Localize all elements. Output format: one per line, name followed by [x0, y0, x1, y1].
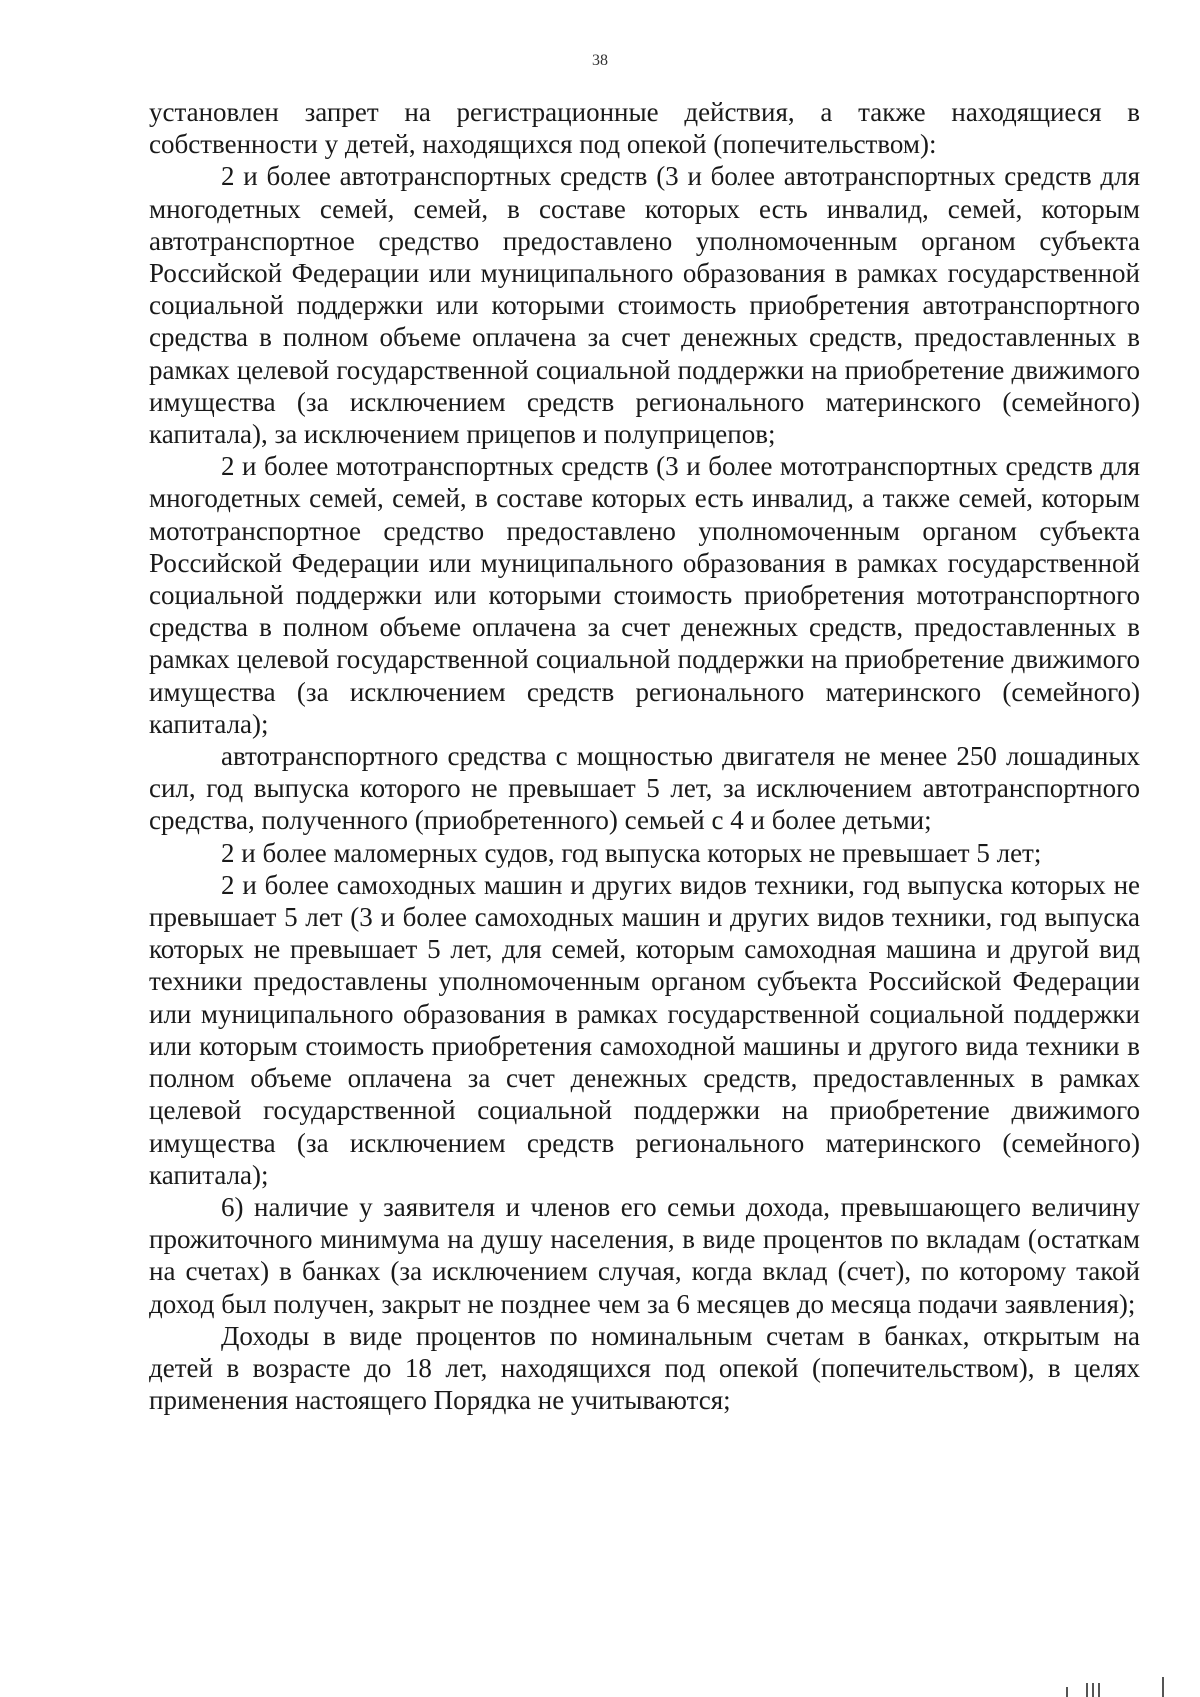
- paragraph: 6) наличие у заявителя и членов его семьи дохода, превышающего величину прожиточного минимума на душу населения, в виде процентов по вкладам (остаткам на счетах) в банках (за исключением случая, когда вклад (счет), по которому такой доход был получен, закрыт не позднее чем за 6 месяцев до месяца подачи заявления);: [149, 1191, 1140, 1319]
- paragraph: 2 и более маломерных судов, год выпуска которых не превышает 5 лет;: [221, 837, 1042, 868]
- paragraph: 2 и более автотранспортных средств (3 и более автотранспортных средств для многодетных семей, семей, в составе которых есть инвалид, семей, которым автотранспортное средство предоставлено уполномоченным органом субъекта Российской Федерации или муниципального образования в рамках государственной социальной поддержки или которыми стоимость приобретения автотранспортного средства в полном объеме оплачена за счет денежных средств, предоставленных в рамках целевой государственной социальной поддержки на приобретение движимого имущества (за исключением средств регионального материнского (семейного) капитала), за исключением прицепов и полуприцепов;: [149, 161, 1140, 450]
- document-body: [149, 96, 1140, 1416]
- page-number: 38: [592, 52, 608, 69]
- scan-artifact-marks: [1040, 1673, 1180, 1697]
- paragraph: 2 и более самоходных машин и других видов техники, год выпуска которых не превышает 5 лет (3 и более самоходных машин и других видов техники, год выпуска которых не превышает 5 лет, для семей, которым самоходная машина и другой вид техники предоставлены уполномоченным органом субъекта Российской Федерации или муниципального образования в рамках государственной социальной поддержки или которым стоимость приобретения самоходной машины и другого вида техники в полном объеме оплачена за счет денежных средств, предоставленных в рамках целевой государственной социальной поддержки на приобретение движимого имущества (за исключением средств регионального материнского (семейного) капитала);: [149, 869, 1140, 1190]
- paragraph: установлен запрет на регистрационные действия, а также находящиеся в собственности у детей, находящихся под опекой (попечительством):: [149, 97, 1140, 160]
- paragraph: Доходы в виде процентов по номинальным счетам в банках, открытым на детей в возрасте до 18 лет, находящихся под опекой (попечительством), в целях применения настоящего Порядка не учитываются;: [149, 1320, 1140, 1416]
- paragraph: 2 и более мототранспортных средств (3 и более мототранспортных средств для многодетных семей, семей, в составе которых есть инвалид, а также семей, которым мототранспортное средство предоставлено уполномоченным органом субъекта Российской Федерации или муниципального образования в рамках государственной социальной поддержки или которыми стоимость приобретения мототранспортного средства в полном объеме оплачена за счет денежных средств, предоставленных в рамках целевой государственной социальной поддержки на приобретение движимого имущества (за исключением средств регионального материнского (семейного) капитала);: [149, 451, 1140, 739]
- paragraph: автотранспортного средства с мощностью двигателя не менее 250 лошадиных сил, год выпуска которого не превышает 5 лет, за исключением автотранспортного средства, полученного (приобретенного) семьей с 4 и более детьми;: [149, 741, 1140, 836]
